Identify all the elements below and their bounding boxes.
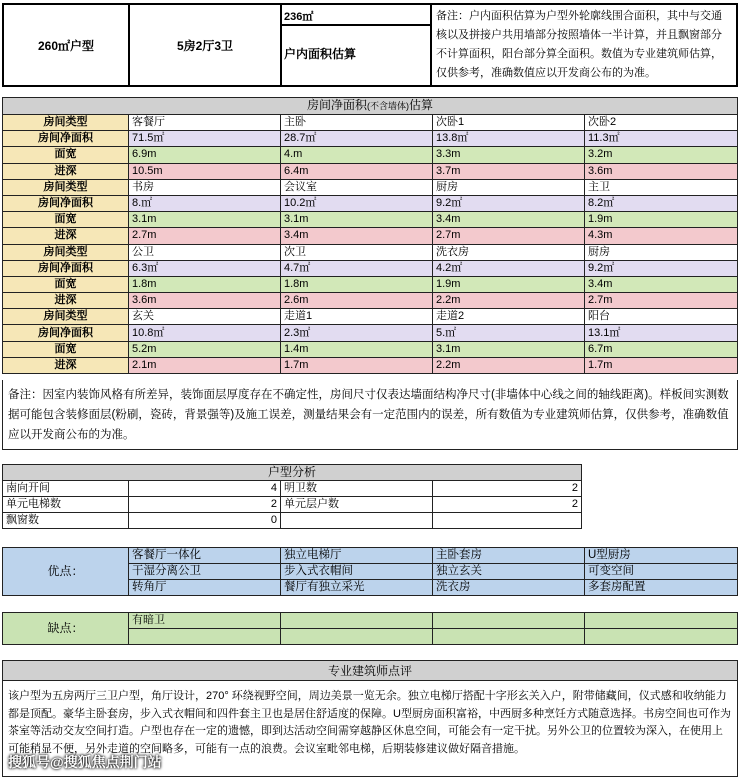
room-depth-cell: 3.4m — [281, 228, 433, 244]
room-width-label: 面宽 — [3, 341, 129, 357]
room-type-cell: 次卧1 — [433, 115, 585, 131]
pros-item: U型厨房 — [585, 548, 738, 564]
cons-item — [433, 629, 585, 645]
room-width-cell: 1.4m — [281, 341, 433, 357]
room-remark: 备注：因室内装饰风格有所差异，装饰面层厚度存在不确定性，房间尺寸仅表达墙面结构净尺寸(非墙体中心线之间的轴线距离)。样板间实测数据可能包含装修面层(粉刷，瓷砖，背景强等)及施工误差，测量结果会有一定范围内的误差，所有数值为专业建筑师估算，仅供参考，准确数值应以开发商公布的为准。 — [2, 380, 738, 450]
room-type-row — [3, 309, 738, 325]
room-type-cell: 走道1 — [281, 309, 433, 325]
cons-item — [585, 629, 738, 645]
room-width-cell: 3.1m — [433, 341, 585, 357]
room-depth-cell: 2.2m — [433, 357, 585, 373]
room-area-section — [2, 97, 738, 374]
room-width-cell: 1.8m — [281, 276, 433, 292]
room-width-cell: 3.2m — [585, 147, 738, 163]
room-area-title-suffix: 估算 — [409, 98, 434, 112]
room-area-cell: 8.2㎡ — [585, 195, 738, 211]
room-area-cell: 2.3㎡ — [281, 325, 433, 341]
room-type-label: 房间类型 — [3, 244, 129, 260]
room-area-cell: 4.2㎡ — [433, 260, 585, 276]
room-width-row — [3, 341, 738, 357]
review-title: 专业建筑师点评 — [3, 661, 737, 681]
cons-item — [433, 613, 585, 629]
room-width-row — [3, 276, 738, 292]
room-depth-cell: 3.7m — [433, 163, 585, 179]
cons-item — [129, 629, 281, 645]
cons-label: 缺点： — [3, 613, 129, 645]
cons-item — [585, 613, 738, 629]
room-type-label: 房间类型 — [3, 179, 129, 195]
room-depth-label: 进深 — [3, 357, 129, 373]
room-width-cell: 4.m — [281, 147, 433, 163]
room-width-label: 面宽 — [3, 147, 129, 163]
analysis-value: 4 — [129, 481, 281, 497]
room-width-label: 面宽 — [3, 276, 129, 292]
room-type-cell: 玄关 — [129, 309, 281, 325]
pros-item: 餐厅有独立采光 — [281, 580, 433, 596]
room-depth-cell: 6.4m — [281, 163, 433, 179]
room-area-cell: 9.2㎡ — [585, 260, 738, 276]
pros-item: 干湿分离公卫 — [129, 564, 281, 580]
room-width-cell: 6.7m — [585, 341, 738, 357]
cons-row — [3, 613, 738, 629]
room-width-label: 面宽 — [3, 212, 129, 228]
room-depth-cell: 3.6m — [129, 293, 281, 309]
room-depth-label: 进深 — [3, 293, 129, 309]
analysis-value: 2 — [129, 497, 281, 513]
cons-item — [281, 613, 433, 629]
room-type-cell: 阳台 — [585, 309, 738, 325]
analysis-key: 单元电梯数 — [3, 497, 129, 513]
pros-item: 独立电梯厅 — [281, 548, 433, 564]
room-width-cell: 3.1m — [281, 212, 433, 228]
analysis-row — [3, 481, 582, 497]
room-type-cell: 次卧2 — [585, 115, 738, 131]
room-width-cell: 1.9m — [433, 276, 585, 292]
room-type-cell: 走道2 — [433, 309, 585, 325]
room-depth-cell: 4.3m — [585, 228, 738, 244]
room-area-label: 房间净面积 — [3, 260, 129, 276]
room-area-cell: 9.2㎡ — [433, 195, 585, 211]
room-area-row — [3, 325, 738, 341]
unit-type: 260㎡户型 — [3, 4, 129, 86]
room-width-cell: 5.2m — [129, 341, 281, 357]
pros-item: 洗衣房 — [433, 580, 585, 596]
room-type-cell: 洗衣房 — [433, 244, 585, 260]
pros-item: 独立玄关 — [433, 564, 585, 580]
pros-item: 转角厅 — [129, 580, 281, 596]
room-depth-cell: 2.2m — [433, 293, 585, 309]
room-area-cell: 11.3㎡ — [585, 131, 738, 147]
pros-item: 主卧套房 — [433, 548, 585, 564]
analysis-key: 单元层户数 — [281, 497, 433, 513]
layout-type: 5房2厅3卫 — [129, 4, 281, 86]
room-width-row — [3, 147, 738, 163]
room-depth-row — [3, 357, 738, 373]
room-area-cell: 10.8㎡ — [129, 325, 281, 341]
room-area-row — [3, 195, 738, 211]
room-area-row — [3, 131, 738, 147]
room-area-cell: 6.3㎡ — [129, 260, 281, 276]
pros-row — [3, 548, 738, 564]
room-depth-cell: 2.7m — [585, 293, 738, 309]
room-type-cell: 次卫 — [281, 244, 433, 260]
room-area-cell: 8.㎡ — [129, 195, 281, 211]
room-depth-row — [3, 228, 738, 244]
room-area-cell: 13.8㎡ — [433, 131, 585, 147]
room-depth-cell: 2.6m — [281, 293, 433, 309]
cons-section — [2, 612, 738, 645]
header-section — [2, 3, 738, 79]
room-area-label: 房间净面积 — [3, 131, 129, 147]
room-type-cell: 厨房 — [433, 179, 585, 195]
indoor-area-value: 236㎡ — [282, 8, 430, 26]
room-type-row — [3, 244, 738, 260]
analysis-key: 飘窗数 — [3, 513, 129, 529]
room-area-row — [3, 260, 738, 276]
room-type-cell: 公卫 — [129, 244, 281, 260]
pros-item: 可变空间 — [585, 564, 738, 580]
analysis-value — [433, 513, 582, 529]
room-area-cell: 5.㎡ — [433, 325, 585, 341]
room-area-cell: 10.2㎡ — [281, 195, 433, 211]
room-type-cell: 客餐厅 — [129, 115, 281, 131]
analysis-value: 2 — [433, 497, 582, 513]
room-depth-cell: 1.7m — [281, 357, 433, 373]
room-width-cell: 3.1m — [129, 212, 281, 228]
indoor-area-label: 户内面积估算 — [284, 47, 357, 61]
room-type-row — [3, 179, 738, 195]
room-type-label: 房间类型 — [3, 309, 129, 325]
room-depth-cell: 3.6m — [585, 163, 738, 179]
analysis-value: 0 — [129, 513, 281, 529]
room-depth-cell: 2.7m — [433, 228, 585, 244]
room-area-cell: 28.7㎡ — [281, 131, 433, 147]
pros-item: 多套房配置 — [585, 580, 738, 596]
room-type-row — [3, 115, 738, 131]
room-depth-cell: 10.5m — [129, 163, 281, 179]
room-width-cell: 3.4m — [433, 212, 585, 228]
pros-label: 优点： — [3, 548, 129, 596]
analysis-key: 南向开间 — [3, 481, 129, 497]
room-type-label: 房间类型 — [3, 115, 129, 131]
room-width-cell: 6.9m — [129, 147, 281, 163]
room-width-cell: 3.3m — [433, 147, 585, 163]
analysis-value: 2 — [433, 481, 582, 497]
analysis-row — [3, 497, 582, 513]
pros-item: 客餐厅一体化 — [129, 548, 281, 564]
room-area-cell: 13.1㎡ — [585, 325, 738, 341]
analysis-title: 户型分析 — [3, 465, 582, 481]
room-depth-cell: 1.7m — [585, 357, 738, 373]
cons-item: 有暗卫 — [129, 613, 281, 629]
room-type-cell: 会议室 — [281, 179, 433, 195]
room-depth-cell: 2.1m — [129, 357, 281, 373]
unit-analysis-section — [2, 464, 582, 529]
room-depth-cell: 2.7m — [129, 228, 281, 244]
pros-section — [2, 547, 738, 596]
room-width-cell: 1.9m — [585, 212, 738, 228]
analysis-key: 明卫数 — [281, 481, 433, 497]
room-depth-label: 进深 — [3, 163, 129, 179]
room-depth-label: 进深 — [3, 228, 129, 244]
pros-item: 步入式衣帽间 — [281, 564, 433, 580]
room-area-title — [3, 98, 738, 115]
header-note: 备注：户内面积估算为户型外轮廓线围合面积，其中与交通核以及拼接户共用墙部分按照墙体一半计算，并且飘窗部分不计算面积，阳台部分算全面积。数值为专业建筑师估算，仅供参考，准确数值应以开发商公布的为准。 — [431, 4, 737, 86]
room-width-cell: 1.8m — [129, 276, 281, 292]
room-depth-row — [3, 293, 738, 309]
room-width-cell: 3.4m — [585, 276, 738, 292]
room-width-row — [3, 212, 738, 228]
room-type-cell: 主卫 — [585, 179, 738, 195]
room-area-cell: 71.5㎡ — [129, 131, 281, 147]
room-type-cell: 主卧 — [281, 115, 433, 131]
room-area-label: 房间净面积 — [3, 195, 129, 211]
analysis-key — [281, 513, 433, 529]
room-area-title-small: (不含墙体) — [367, 101, 409, 111]
analysis-row — [3, 513, 582, 529]
room-area-title-main: 房间净面积 — [306, 98, 367, 112]
room-type-cell: 书房 — [129, 179, 281, 195]
room-area-cell: 4.7㎡ — [281, 260, 433, 276]
review-body: 该户型为五房两厅三卫户型，角厅设计，270° 环绕视野空间，周边美景一览无余。独立电梯厅搭配十字形玄关入户，附带储藏间，仪式感和收纳能力都是顶配。豪华主卧套房，步入式衣帽间和四件套主卫也是居住舒适度的保障。U型厨房面积富裕，中西厨多种烹饪方式随意选择。书房空间也可作为茶室等活动交友空间打造。户型也存在一定的遗憾，即到达活动空间需穿越静区休息空间，可能会有一定干扰。另外公卫的位置较为深入，在使用上可能稍显不便，另外走道的空间略多，可能有一点的浪费。会议室毗邻电梯，后期装修建议做好隔音措施。 — [8, 690, 731, 755]
room-area-label: 房间净面积 — [3, 325, 129, 341]
room-depth-row — [3, 163, 738, 179]
cons-item — [281, 629, 433, 645]
watermark: 搜狐号@搜狐焦点荆门站 — [8, 754, 162, 770]
room-type-cell: 厨房 — [585, 244, 738, 260]
